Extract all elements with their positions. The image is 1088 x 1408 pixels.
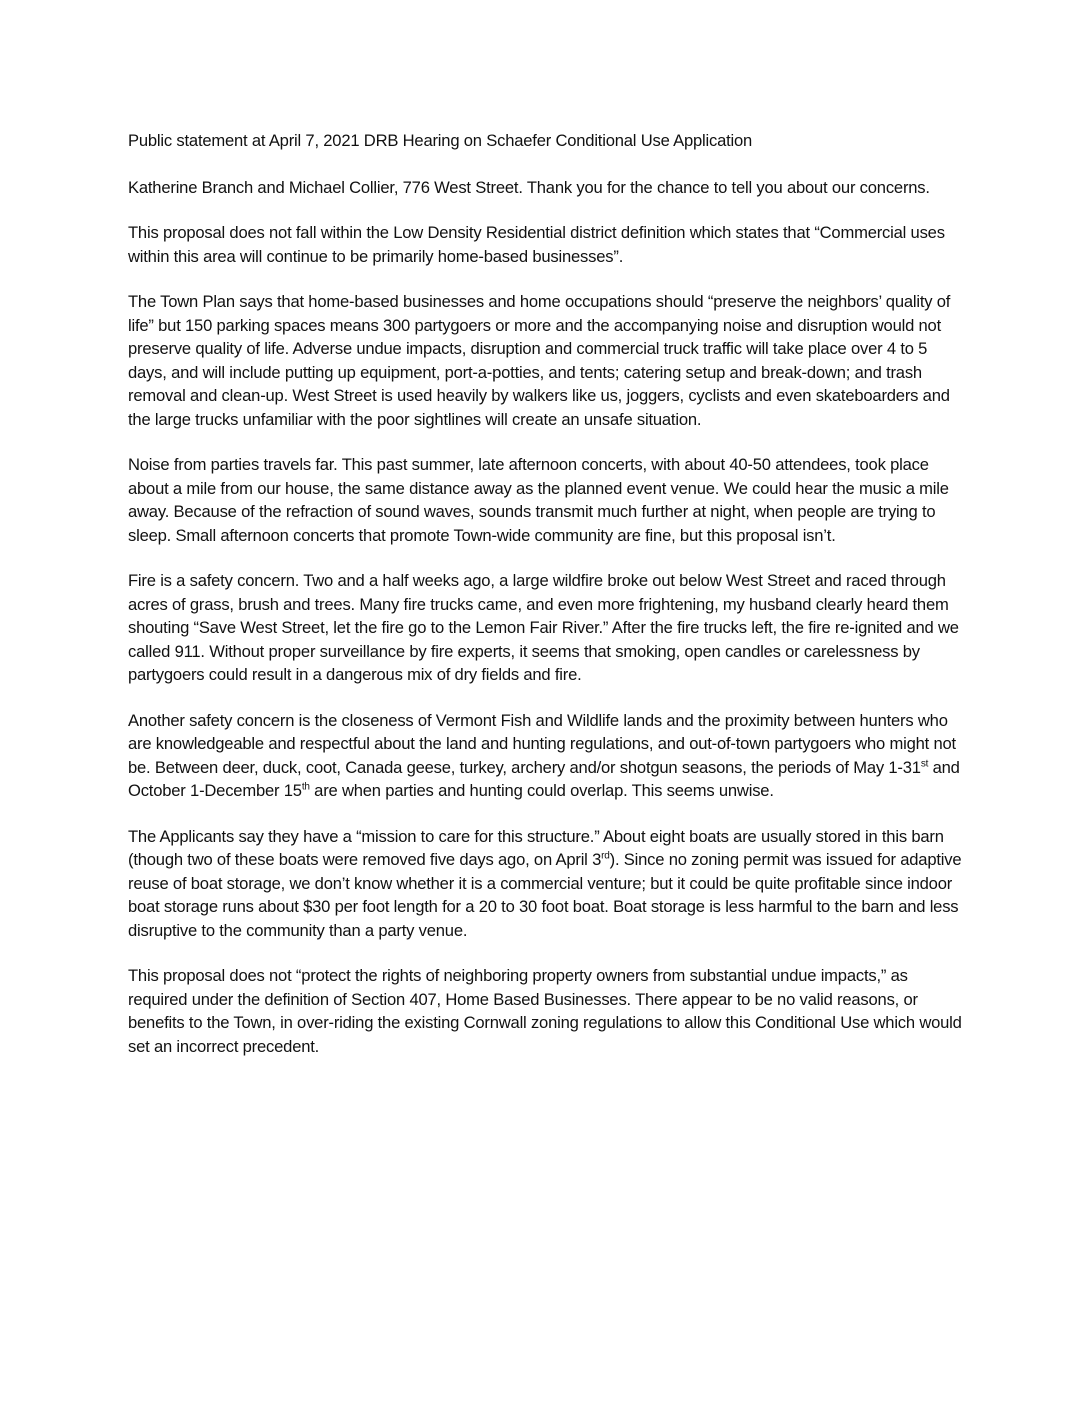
paragraph-town-plan: The Town Plan says that home-based businesses and home occupations should “preserve the neighbors’ quality of life” but 150 parking spaces means 300 partygoers or more and the accompanying noise and disruption would not preserve quality of life. Adverse undue impacts, disruption and commercial truck traffic will take place over 4 to 5 days, and will include putting up equipment, port-a-potties, and tents; catering setup and break-down; and trash removal and clean-up. West Street is used heavily by walkers like us, joggers, cyclists and even skateboarders and the large trucks unfamiliar with the poor sightlines will create an unsafe situation. (128, 292, 951, 429)
paragraph-hunting-safety (128, 709, 968, 803)
paragraph-boat-storage (128, 825, 968, 943)
superscript-st: st (920, 757, 929, 769)
paragraph-boat-text-b: ). Since no zoning permit was issued for adaptive reuse of boat storage, we don’t know whether it is a commercial venture; but it could be quite profitable since indoor boat storage runs about $30 per foot length for a 20 to 30 foot boat. Boat storage is less harmful to the barn and less disruptive to the community than a party venue. (128, 850, 962, 940)
paragraph-noise: Noise from parties travels far. This past summer, late afternoon concerts, with about 40-50 attendees, took place about a mile from our house, the same distance away as the planned event venue. We could hear the music a mile away. Because of the refraction of sound waves, sounds transmit much further at night, when people are trying to sleep. Small afternoon concerts that promote Town-wide community are fine, but this proposal isn’t. (128, 455, 949, 545)
superscript-th: th (301, 781, 310, 793)
paragraph-hunting-text-c: are when parties and hunting could overlap. This seems unwise. (309, 781, 774, 800)
paragraph-district-definition: This proposal does not fall within the Low Density Residential district definition which states that “Commercial uses within this area will continue to be primarily home-based businesses”. (128, 223, 945, 266)
document-title: Public statement at April 7, 2021 DRB Hearing on Schaefer Conditional Use Application (128, 131, 753, 150)
paragraph-fire-safety: Fire is a safety concern. Two and a half weeks ago, a large wildfire broke out below West Street and raced through acres of grass, brush and trees. Many fire trucks came, and even more frightening, my husband clearly heard them shouting “Save West Street, let the fire go to the Lemon Fair River.” After the fire trucks left, the fire re-ignited and we called 911. Without proper surveillance by fire experts, it seems that smoking, open candles or carelessness by partygoers could result in a dangerous mix of dry fields and fire. (128, 571, 959, 684)
paragraph-introduction: Katherine Branch and Michael Collier, 776 West Street. Thank you for the chance to tell you about our concerns. (128, 177, 930, 197)
paragraph-conclusion: This proposal does not “protect the rights of neighboring property owners from substantial undue impacts,” as required under the definition of Section 407, Home Based Businesses. There appear to be no valid reasons, or benefits to the Town, in over-riding the existing Cornwall zoning regulations to allow this Conditional Use which would set an incorrect precedent. (128, 966, 962, 1056)
superscript-rd: rd (601, 850, 610, 862)
paragraph-hunting-text-a: Another safety concern is the closeness of Vermont Fish and Wildlife lands and the proximity between hunters who are knowledgeable and respectful about the land and hunting regulations, and out-of-town partygoers who might not be. Between deer, duck, coot, Canada geese, turkey, archery and/or shotgun seasons, the periods of May 1-31 (128, 710, 956, 777)
paragraph-hunting-text-b: and October 1-December 15 (128, 757, 960, 800)
paragraph-boat-text-a: The Applicants say they have a “mission to care for this structure.” About eight boats are usually stored in this barn (though two of these boats were removed five days ago, on April 3 (128, 826, 944, 869)
document-body (128, 129, 968, 1080)
